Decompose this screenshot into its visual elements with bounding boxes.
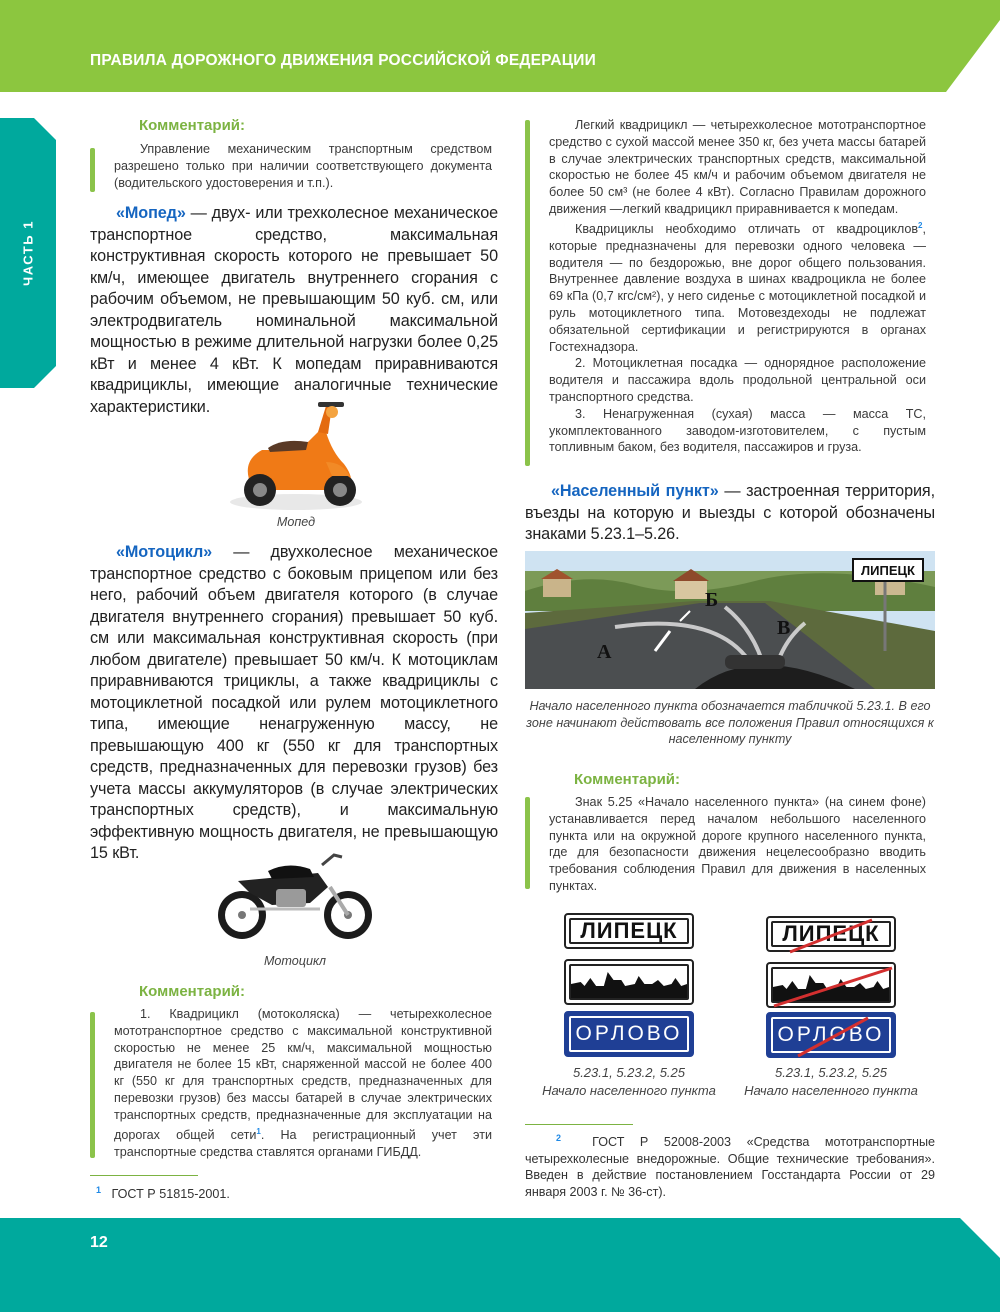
sign-orlovo-end: ОРЛОВО (766, 1012, 896, 1058)
red-cross-line-icon (768, 918, 898, 954)
comment-heading-3: Комментарий: (574, 771, 681, 788)
motorcycle-caption: Мотоцикл (263, 954, 327, 968)
settlement-definition: «Населенный пункт» — застроенная территория, въезды на которую и выезды с которой обозначены знаками 5.23.1–5.26. (525, 482, 935, 543)
city-silhouette-icon (571, 964, 687, 1000)
motorcycle-image (210, 843, 380, 948)
header-banner (0, 0, 1000, 92)
comment-1: Управление механическим транспортным средством разрешено только при наличии соответствующего документа (водительского удостоверения и т.п.). (114, 142, 492, 190)
sign-code-left: 5.23.1, 5.23.2, 5.25 (572, 1065, 686, 1080)
sign-caption-right: Начало населенного пункта (744, 1083, 918, 1098)
red-cross-line-icon (768, 1014, 898, 1060)
moped-definition: «Мопед» — двух- или трехколесное механическое транспортное средство, максимальная конструктивная скорость которого не превышает 50 км/ч, имеющее двигатель внутреннего сгорания с рабочим объемом, не превышающим 50 куб. см, или электродвигатель номинальной максимальной мощностью в режиме длительной нагрузки более 0,25 кВт и менее 4 кВт. К мопедам приравниваются квадрициклы, имеющие аналогичные технические характеристики. (90, 204, 498, 416)
sign-lipetsk-start: ЛИПЕЦК (564, 913, 694, 949)
comment-heading-1: Комментарий: (139, 117, 246, 134)
motorcycle-term: «Мотоцикл» (116, 543, 213, 561)
road-label-a: А (597, 641, 612, 663)
footnote-rule-2 (525, 1124, 633, 1125)
sign-city-silhouette-start (564, 959, 694, 1005)
comment-bar-cont (525, 120, 530, 466)
comment-bar-2 (90, 1012, 95, 1158)
comment-heading-2: Комментарий: (139, 983, 246, 1000)
moped-image (222, 392, 370, 514)
comment-2: 1. Квадрицикл (мотоколяска) — четырехколесное мототранспортное средство с максимальной конструктивной скоростью не менее 25 км/ч, максимальной мощностью двигателя не более 15 кВт, снаряженной массой не более 400 кг (550 кг для транспортных средств, предназначенных для перевозки грузов) без массы батарей в случае электрических транспортных средств, предназначенные для эксплуатации на дорогах общей сети$^1$. На регистрационный учет эти транспортные средства ставлятся органами ГИБДД. (114, 1007, 493, 1159)
motorcycle-definition: «Мотоцикл» — двухколесное механическое транспортное средство с боковым прицепом или без него, рабочий объем двигателя которого (в случае двигателя внутреннего сгорания) превышает 50 куб. см или максимальная конструктивная скорость (при любом двигателе) превышает 50 км/ч. К мотоциклам приравниваются трициклы, а также квадрициклы с мотоциклетной посадкой или рулем мотоциклетного типа, имеющие ненагруженную массу, не превышающую 400 кг (550 кг для транспортных средств, предназначенных для перевозки грузов) без учета массы аккумуляторов (в случае электрических транспортных средств), и максимальную эффективную мощность двигателя, не превышающую 15 кВт. (90, 543, 498, 862)
moped-caption: Мопед (276, 515, 316, 529)
sign-orlovo-start: ОРЛОВО (564, 1011, 694, 1057)
footnote-rule-1 (90, 1175, 198, 1176)
comment-continuation: Легкий квадрицикл — четырехколесное мототранспортное средство с сухой массой менее 350 кг, без учета массы батарей в случае электрических транспортных средств, максимальной скоростью не более 45 км/ч и рабочим объемом двигателя не более 50 см³ (не более 4 кВт). Согласно Правилам дорожного движения —легкий квадрицикл приравнивается к мопедам. Квадрициклы необходимо отличать от квадроциклов$^2$, которые предназначены для перевозки одного человека — водителя — по бездорожью, вне дорог общего пользования. Внутреннее давление воздуха в шинах квадроцикла не более 69 кПа (0,7 кгс/см²), у него сиденье с мотоциклетной посадкой и руль мотоциклетного типа. Мотовездеходы не подлежат обязательной сертификации и регистрируются в органах Гостехнадзора. 2. Мотоциклетная посадка — однорядное расположение водителя и пассажира вдоль продольной центральной оси транспортного средства. 3. Ненагруженная (сухая) масса — масса ТС, укомплектованного заводом-изготовителем, с пустым топливным баком, без водителя, пассажиров и груза. (549, 118, 926, 455)
footer-banner (0, 1218, 1000, 1312)
comment-3: Знак 5.25 «Начало населенного пункта» (на синем фоне) устанавливается перед началом небольшого населенного пункта или на окружной дороге крупного населенного пункта, где для безопасности движения нецелесообразно вводить требования соблюдения Правил для движения в населенных пунктах. (549, 795, 926, 893)
sign-lipetsk-end: ЛИПЕЦК (766, 916, 896, 952)
sign-code-right: 5.23.1, 5.23.2, 5.25 (774, 1065, 888, 1080)
sign-city-silhouette-end (766, 962, 896, 1008)
moped-term: «Мопед» (116, 204, 186, 222)
road-label-b: Б (705, 589, 719, 611)
side-tab-label: ЧАСТЬ 1 (20, 220, 36, 286)
road-label-v: В (777, 617, 791, 639)
comment-bar-3 (525, 797, 530, 889)
header-title: ПРАВИЛА ДОРОЖНОГО ДВИЖЕНИЯ РОССИЙСКОЙ ФЕДЕРАЦИИ (90, 52, 596, 69)
page-number: 12 (90, 1234, 108, 1251)
settlement-term: «Населенный пункт» (551, 482, 719, 500)
sign-caption-left: Начало населенного пункта (542, 1083, 716, 1098)
road-sign-text: ЛИПЕЦК (861, 562, 915, 578)
comment-bar-1 (90, 148, 95, 192)
road-image (525, 551, 935, 689)
footnote-2: $^2$ ГОСТ Р 52008-2003 «Средства мототранспортные четырехколесные внедорожные. Общие технические требования». Введен в действие постановлением Госстандарта России от 29 января 2003 г. № 36-ст). (525, 1133, 935, 1199)
footnote-1: $^1$ ГОСТ Р 51815-2001. (96, 1185, 230, 1202)
red-cross-line-icon (768, 964, 898, 1010)
road-caption: Начало населенного пункта обозначается табличкой 5.23.1. В его зоне начинают действовать все положения Правил относящихся к населенному пункту (526, 699, 934, 746)
